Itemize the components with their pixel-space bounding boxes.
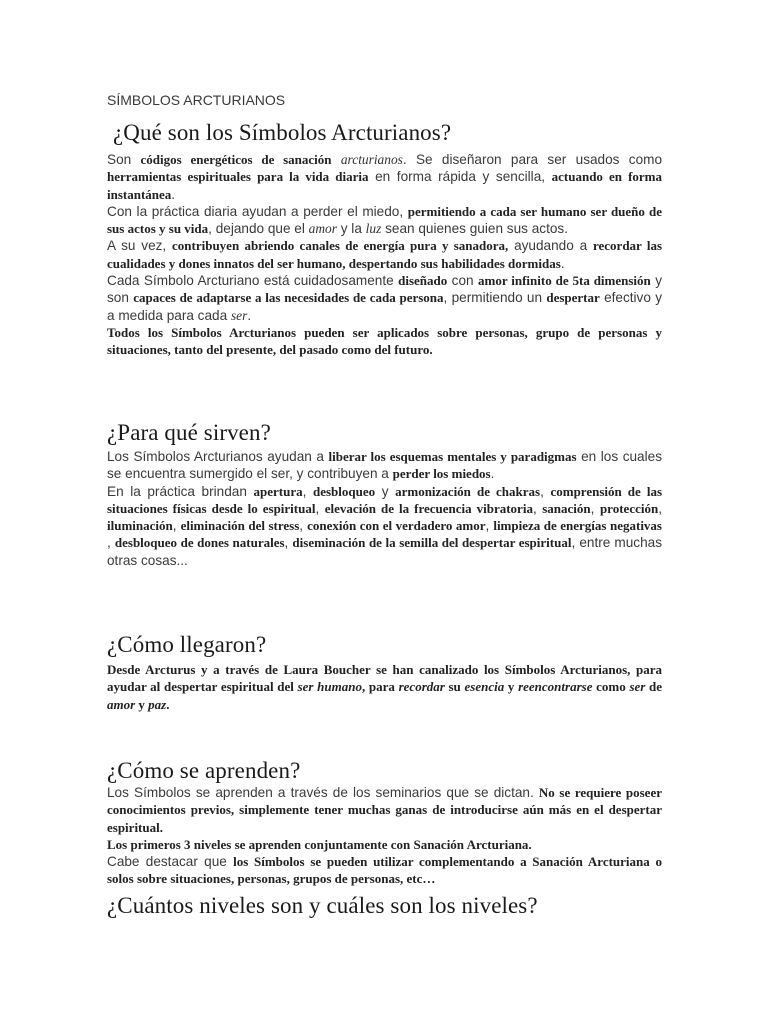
text-run: y la — [336, 221, 366, 237]
section-heading-cuantos-niveles: ¿Cuántos niveles son y cuáles son los niveles? — [107, 893, 538, 918]
bold-run: códigos energéticos de sanación — [140, 152, 332, 167]
bold-run: y — [504, 679, 519, 695]
text-run: sean quienes guien sus actos. — [381, 221, 568, 237]
bold-run: despertar — [546, 290, 600, 306]
text-run — [332, 152, 341, 167]
text-run: , — [540, 483, 551, 499]
section-heading-que-son: ¿Qué son los Símbolos Arcturianos? — [113, 120, 452, 145]
bold-run: sanación — [542, 500, 591, 516]
bold-italic-run: ser — [629, 679, 646, 695]
text-run: en los cuales se encuentra sumergido el ser, y contribuyen a — [107, 449, 662, 482]
bold-run: apertura — [253, 483, 303, 499]
paragraph — [107, 661, 662, 713]
bold-run: actuando en forma instantánea — [107, 169, 663, 202]
italic-run: luz — [365, 221, 382, 237]
italic-run: ser — [230, 307, 248, 323]
text-run: , entre muchas otras cosas... — [107, 535, 663, 568]
bold-run: comprensión de las situaciones físicas desde lo espiritual — [107, 483, 663, 516]
bold-run: permitiendo a cada ser humano ser dueño de sus actos y su vida — [107, 203, 662, 237]
bold-run: eliminación del stress — [180, 518, 300, 534]
paragraph — [107, 203, 662, 238]
bold-run: diseñado — [398, 273, 448, 289]
paragraph — [107, 237, 662, 272]
bold-run: diseminación de la semilla del despertar espiritual — [292, 535, 572, 551]
section-body-como-llegaron — [107, 661, 662, 713]
text-run: . — [560, 255, 565, 271]
bold-italic-run: paz — [148, 696, 167, 712]
bold-italic-run: amor — [107, 696, 136, 712]
bold-run: como — [592, 679, 630, 695]
text-run: Cada Símbolo Arcturiano está cuidadosamente — [107, 273, 399, 289]
paragraph — [107, 448, 662, 483]
paragraph — [107, 483, 662, 569]
text-run: Son — [107, 152, 141, 167]
text-run: , — [172, 518, 181, 534]
bold-run: desbloqueo — [312, 483, 376, 499]
text-run: , — [658, 500, 662, 516]
bold-italic-run: esencia — [464, 679, 505, 695]
text-run: , — [315, 500, 325, 516]
section-body-como-se-aprenden — [107, 784, 662, 888]
bold-run: desbloqueo de dones naturales — [114, 535, 285, 551]
bold-run: No se requiere poseer conocimientos previos, simplemente tener muchas ganas de introducirse aún más en el despertar espiritual. — [107, 785, 662, 835]
bold-run: capaces de adaptarse a las necesidades de cada persona — [133, 290, 444, 306]
text-run: Los Símbolos Arcturianos ayudan a — [107, 449, 329, 464]
text-run: , — [284, 535, 293, 551]
paragraph — [107, 784, 662, 836]
bold-italic-run: reencontrarse — [518, 679, 593, 695]
text-run: . Se diseñaron para ser usados como — [402, 152, 663, 167]
bold-run: herramientas espirituales para la vida diaria — [107, 169, 369, 185]
text-run: ayudando a — [508, 238, 593, 254]
text-run: En la práctica brindan — [107, 483, 254, 499]
bold-run: recordar las cualidades y dones innatos del ser humano, despertando sus habilidades dormidas — [107, 238, 663, 271]
section-body-que-son — [107, 151, 662, 359]
text-run: efectivo y a medida para cada — [107, 290, 663, 323]
paragraph — [107, 324, 662, 359]
paragraph — [107, 853, 662, 888]
document-title: SÍMBOLOS ARCTURIANOS — [107, 92, 286, 108]
text-run: , — [590, 500, 600, 516]
bold-run: limpieza de energías negativas — [493, 518, 662, 534]
bold-italic-run: recordar — [398, 679, 445, 695]
text-run: en forma rápida y sencilla, — [368, 169, 552, 185]
italic-run: amor — [308, 221, 337, 237]
bold-run: y — [135, 696, 149, 712]
section-heading-como-llegaron: ¿Cómo llegaron? — [107, 632, 267, 657]
text-run: . — [171, 186, 176, 202]
paragraph — [107, 272, 662, 324]
bold-run: liberar los esquemas mentales y paradigmas — [328, 449, 577, 464]
bold-italic-run: ser humano — [297, 679, 362, 695]
bold-run: amor infinito de 5ta dimensión — [478, 273, 651, 289]
bold-run: iluminación — [107, 518, 173, 534]
bold-run: . — [166, 696, 170, 712]
text-run: . — [247, 307, 252, 323]
text-run: y son — [107, 273, 662, 306]
paragraph — [107, 836, 662, 853]
bold-run: los Símbolos se pueden utilizar complementando a Sanación Arcturiana o solos sobre situaciones, personas, grupos de personas, etc… — [107, 854, 662, 887]
text-run: , — [107, 535, 115, 551]
bold-run: conexión con el verdadero amor — [307, 518, 486, 534]
section-heading-como-se-aprenden: ¿Cómo se aprenden? — [107, 758, 301, 783]
section-body-para-que — [107, 448, 662, 569]
text-run: con — [447, 273, 478, 289]
bold-run: su — [444, 679, 465, 695]
text-run: , permitiendo un — [443, 290, 547, 306]
text-run: Cabe destacar que — [107, 854, 234, 870]
bold-run: Desde Arcturus y a través de Laura Boucher se han canalizado los Símbolos Arcturianos, para ayudar al despertar espiritual del — [107, 662, 662, 695]
text-run: y — [375, 483, 396, 499]
text-run: Los Símbolos se aprenden a través de los seminarios que se dictan. — [107, 785, 539, 800]
text-run: , dejando que el — [208, 221, 309, 237]
text-run: , — [532, 500, 543, 516]
text-run: A su vez, — [107, 238, 172, 254]
bold-run: contribuyen abriendo canales de energía pura y sanadora, — [172, 238, 509, 254]
bold-run: Los primeros 3 niveles se aprenden conjuntamente con Sanación Arcturiana. — [107, 836, 532, 852]
text-run: , — [485, 518, 494, 534]
text-run: , — [299, 518, 308, 534]
bold-run: , para — [361, 679, 399, 695]
bold-run: protección — [599, 500, 659, 516]
paragraph — [107, 151, 662, 203]
bold-run: elevación de la frecuencia vibratoria — [324, 500, 533, 516]
text-run: Con la práctica diaria ayudan a perder el miedo, — [107, 203, 408, 219]
bold-run: perder los miedos — [392, 466, 491, 482]
section-heading-para-que: ¿Para qué sirven? — [107, 420, 271, 445]
italic-run: arcturianos — [340, 152, 403, 167]
text-run: . — [490, 466, 495, 482]
bold-run: Todos los Símbolos Arcturianos pueden ser aplicados sobre personas, grupo de personas y situaciones, tanto del presente, del pasado como del futuro. — [107, 324, 662, 358]
bold-run: de — [645, 679, 663, 695]
bold-run: armonización de chakras — [395, 483, 541, 499]
text-run: , — [302, 483, 313, 499]
